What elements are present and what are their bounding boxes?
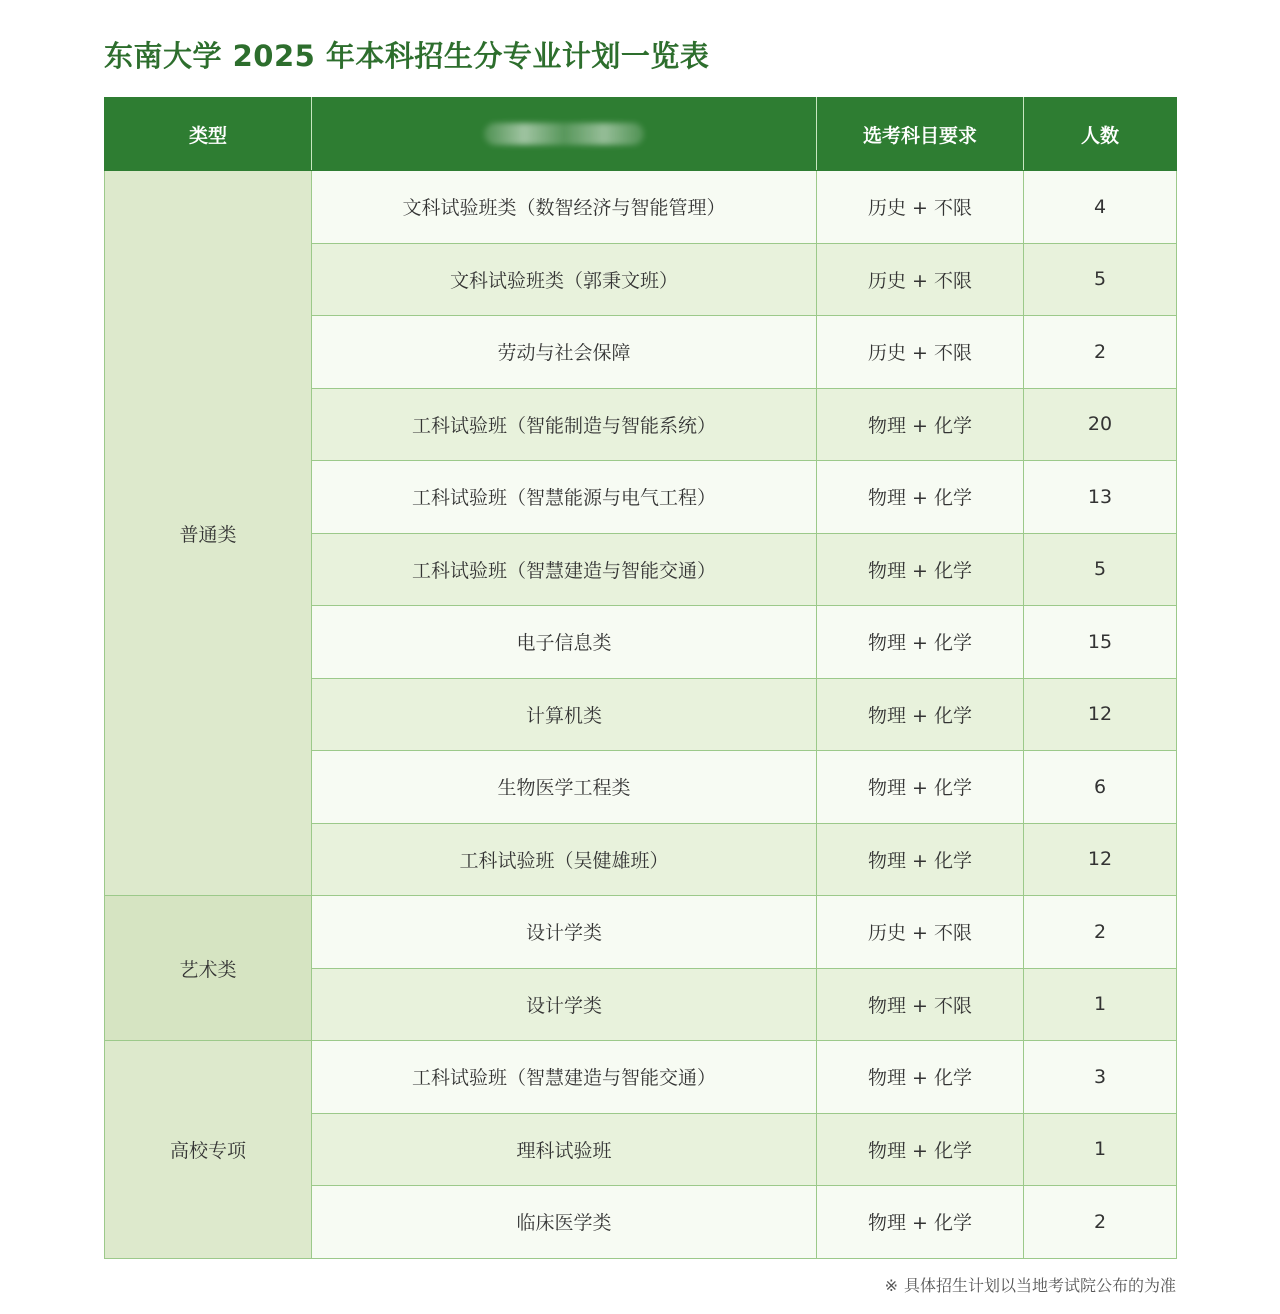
type-cell: 艺术类	[105, 896, 312, 1041]
count-cell: 5	[1024, 533, 1177, 606]
count-cell: 12	[1024, 678, 1177, 751]
major-cell: 工科试验班（智慧建造与智能交通）	[312, 533, 817, 606]
subjects-cell: 历史 + 不限	[817, 243, 1024, 316]
subjects-cell: 物理 + 化学	[817, 1041, 1024, 1114]
major-cell: 文科试验班类（郭秉文班）	[312, 243, 817, 316]
count-cell: 15	[1024, 606, 1177, 679]
major-cell: 生物医学工程类	[312, 751, 817, 824]
header-major	[312, 98, 817, 171]
footnote-mark: ※	[884, 1276, 898, 1295]
major-cell: 设计学类	[312, 968, 817, 1041]
table-row	[105, 1041, 1177, 1114]
table-header-row	[105, 98, 1177, 171]
count-cell: 3	[1024, 1041, 1177, 1114]
count-cell: 20	[1024, 388, 1177, 461]
count-cell: 2	[1024, 896, 1177, 969]
subjects-cell: 物理 + 化学	[817, 388, 1024, 461]
subjects-cell: 物理 + 化学	[817, 461, 1024, 534]
subjects-cell: 物理 + 化学	[817, 533, 1024, 606]
blurred-header-label	[484, 123, 644, 145]
count-cell: 6	[1024, 751, 1177, 824]
header-count: 人数	[1024, 98, 1177, 171]
major-cell: 工科试验班（智慧建造与智能交通）	[312, 1041, 817, 1114]
type-cell: 高校专项	[105, 1041, 312, 1259]
subjects-cell: 物理 + 化学	[817, 606, 1024, 679]
header-subjects: 选考科目要求	[817, 98, 1024, 171]
major-cell: 设计学类	[312, 896, 817, 969]
count-cell: 1	[1024, 968, 1177, 1041]
major-cell: 计算机类	[312, 678, 817, 751]
count-cell: 2	[1024, 316, 1177, 389]
table-body	[105, 171, 1177, 1259]
table-row	[105, 171, 1177, 244]
count-cell: 2	[1024, 1186, 1177, 1259]
subjects-cell: 物理 + 化学	[817, 1186, 1024, 1259]
count-cell: 1	[1024, 1113, 1177, 1186]
subjects-cell: 物理 + 不限	[817, 968, 1024, 1041]
header-type: 类型	[105, 98, 312, 171]
major-cell: 工科试验班（智能制造与智能系统）	[312, 388, 817, 461]
table-row	[105, 896, 1177, 969]
major-cell: 电子信息类	[312, 606, 817, 679]
subjects-cell: 物理 + 化学	[817, 1113, 1024, 1186]
major-cell: 理科试验班	[312, 1113, 817, 1186]
enrollment-plan-table	[104, 97, 1177, 1259]
count-cell: 13	[1024, 461, 1177, 534]
footnote	[885, 1273, 1176, 1296]
page-title: 东南大学 2025 年本科招生分专业计划一览表	[104, 39, 710, 73]
type-cell: 普通类	[105, 171, 312, 896]
count-cell: 5	[1024, 243, 1177, 316]
subjects-cell: 物理 + 化学	[817, 678, 1024, 751]
subjects-cell: 物理 + 化学	[817, 823, 1024, 896]
subjects-cell: 历史 + 不限	[817, 896, 1024, 969]
major-cell: 临床医学类	[312, 1186, 817, 1259]
subjects-cell: 历史 + 不限	[817, 316, 1024, 389]
major-cell: 工科试验班（吴健雄班）	[312, 823, 817, 896]
major-cell: 劳动与社会保障	[312, 316, 817, 389]
count-cell: 4	[1024, 171, 1177, 244]
subjects-cell: 物理 + 化学	[817, 751, 1024, 824]
major-cell: 工科试验班（智慧能源与电气工程）	[312, 461, 817, 534]
subjects-cell: 历史 + 不限	[817, 171, 1024, 244]
footnote-text: 具体招生计划以当地考试院公布的为准	[903, 1276, 1176, 1295]
count-cell: 12	[1024, 823, 1177, 896]
major-cell: 文科试验班类（数智经济与智能管理）	[312, 171, 817, 244]
